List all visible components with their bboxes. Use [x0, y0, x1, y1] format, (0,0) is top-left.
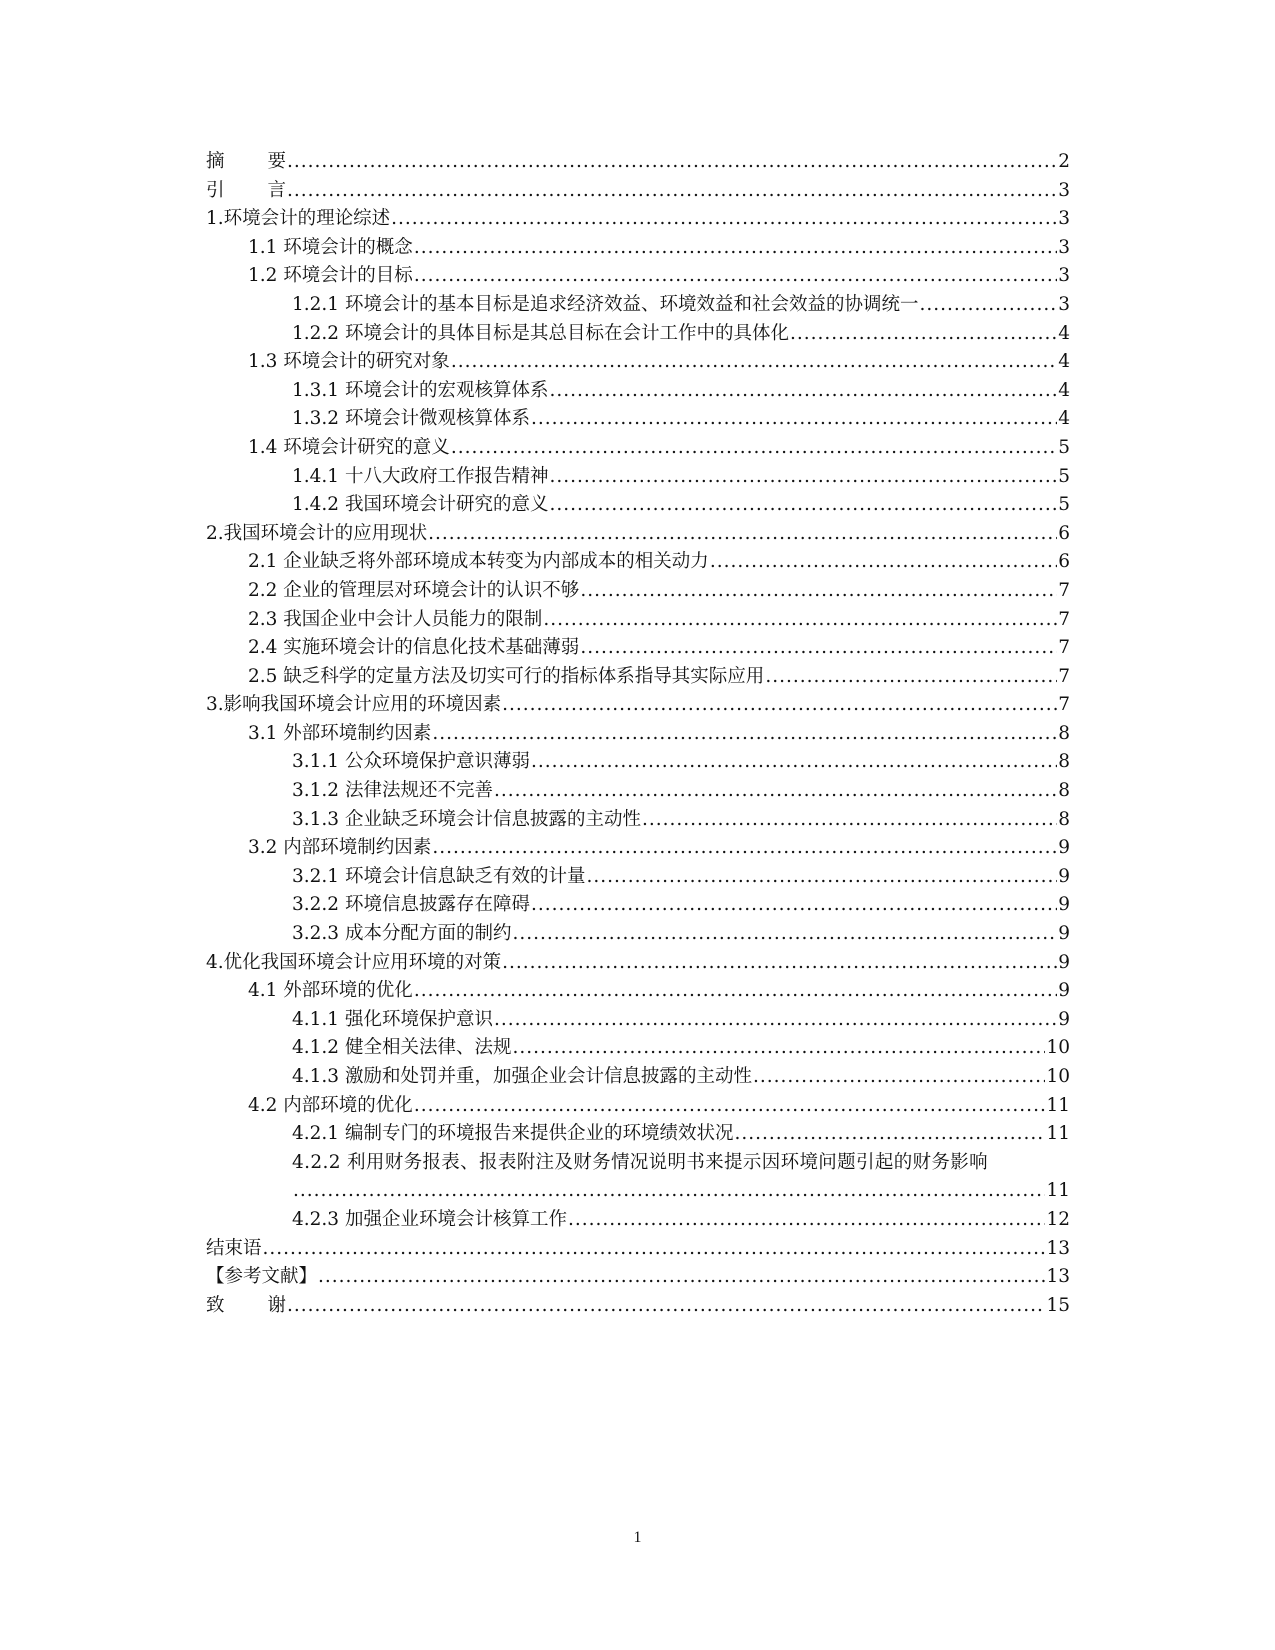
toc-dot-leader	[765, 663, 1057, 692]
toc-entry[interactable]	[206, 520, 1070, 549]
toc-entry-page: 4	[1058, 322, 1070, 344]
toc-dot-leader	[531, 405, 1057, 434]
toc-entry-title: 1.2 环境会计的目标	[248, 265, 413, 287]
toc-entry[interactable]	[206, 777, 1070, 806]
toc-entry[interactable]	[206, 577, 1070, 606]
toc-dot-leader	[414, 977, 1057, 1006]
toc-entry-title: 3.1 外部环境制约因素	[248, 722, 432, 744]
toc-entry-page: 7	[1058, 608, 1070, 630]
toc-dot-leader	[549, 491, 1057, 520]
toc-entry-page: 10	[1046, 1037, 1070, 1059]
toc-entry-page: 3	[1058, 208, 1070, 230]
toc-entry-title: 3.2.1 环境会计信息缺乏有效的计量	[292, 865, 586, 887]
toc-entry-page: 9	[1058, 1008, 1070, 1030]
page-number: 1	[633, 1529, 642, 1546]
toc-entry-page: 9	[1058, 894, 1070, 916]
toc-entry[interactable]	[206, 834, 1070, 863]
toc-entry-title: 3.1.1 公众环境保护意识薄弱	[292, 751, 530, 773]
toc-dot-leader	[287, 1292, 1045, 1321]
toc-entry-page: 7	[1058, 579, 1070, 601]
toc-dot-leader	[549, 463, 1057, 492]
toc-entry-page: 9	[1058, 951, 1070, 973]
toc-dot-leader	[451, 348, 1057, 377]
toc-entry-page: 4	[1058, 351, 1070, 373]
toc-entry-page: 3	[1058, 236, 1070, 258]
toc-entry[interactable]	[206, 634, 1070, 663]
toc-entry-page: 12	[1046, 1208, 1070, 1230]
toc-dot-leader	[432, 720, 1057, 749]
toc-entry-page: 5	[1058, 436, 1070, 458]
toc-dot-leader	[580, 577, 1057, 606]
toc-entry[interactable]	[206, 491, 1070, 520]
toc-dot-leader	[586, 863, 1057, 892]
toc-entry-title: 3.2 内部环境制约因素	[248, 837, 432, 859]
toc-entry[interactable]	[206, 863, 1070, 892]
toc-dot-leader	[391, 205, 1057, 234]
toc-entry[interactable]	[206, 748, 1070, 777]
toc-entry-title: 1.1 环境会计的概念	[248, 236, 413, 258]
toc-entry-page: 6	[1058, 522, 1070, 544]
toc-dot-leader	[494, 1006, 1057, 1035]
toc-entry[interactable]	[206, 606, 1070, 635]
toc-entry-title: 2.我国环境会计的应用现状	[206, 522, 428, 544]
toc-entry-page: 3	[1058, 179, 1070, 201]
toc-entry-title: 1.3 环境会计的研究对象	[248, 351, 450, 373]
toc-entry[interactable]	[206, 148, 1070, 177]
toc-entry-page: 8	[1058, 751, 1070, 773]
toc-dot-leader	[753, 1063, 1045, 1092]
toc-dot-leader	[293, 1177, 1045, 1206]
toc-dot-leader	[414, 1092, 1046, 1121]
toc-entry-page: 15	[1046, 1294, 1070, 1316]
toc-dot-leader	[568, 1206, 1045, 1235]
toc-entry-page: 9	[1058, 865, 1070, 887]
toc-entry-page: 11	[1046, 1180, 1070, 1202]
toc-dot-leader	[502, 949, 1057, 978]
toc-entry-page: 7	[1058, 665, 1070, 687]
toc-entry-page: 3	[1058, 293, 1070, 315]
toc-entry-title: 1.4 环境会计研究的意义	[248, 436, 450, 458]
toc-entry[interactable]	[206, 234, 1070, 263]
toc-dot-leader	[790, 320, 1057, 349]
toc-entry[interactable]	[206, 691, 1070, 720]
toc-dot-leader	[414, 234, 1057, 263]
toc-entry[interactable]	[206, 1034, 1070, 1063]
toc-entry[interactable]	[206, 205, 1070, 234]
toc-entry-title: 3.影响我国环境会计应用的环境因素	[206, 694, 502, 716]
toc-entry-page: 11	[1046, 1123, 1070, 1145]
toc-entry-page: 8	[1058, 722, 1070, 744]
toc-entry-title: 1.2.1 环境会计的基本目标是追求经济效益、环境效益和社会效益的协调统一	[292, 293, 919, 315]
toc-entry[interactable]	[206, 663, 1070, 692]
toc-entry-page: 3	[1058, 265, 1070, 287]
toc-dot-leader	[502, 691, 1057, 720]
toc-entry-page: 9	[1058, 980, 1070, 1002]
toc-entry-page: 13	[1046, 1237, 1070, 1259]
toc-entry-title: 1.4.1 十八大政府工作报告精神	[292, 465, 549, 487]
toc-entry-title: 2.5 缺乏科学的定量方法及切实可行的指标体系指导其实际应用	[248, 665, 765, 687]
toc-entry-title: 4.2.1 编制专门的环境报告来提供企业的环境绩效状况	[292, 1123, 734, 1145]
toc-entry-title: 结束语	[206, 1237, 262, 1259]
toc-entry[interactable]	[206, 1263, 1070, 1292]
toc-dot-leader	[287, 148, 1057, 177]
toc-entry[interactable]	[206, 949, 1070, 978]
toc-entry-page: 11	[1046, 1094, 1070, 1116]
toc-dot-leader	[512, 1034, 1045, 1063]
toc-entry[interactable]	[206, 920, 1070, 949]
toc-entry-page: 7	[1058, 637, 1070, 659]
toc-dot-leader	[580, 634, 1057, 663]
toc-entry[interactable]	[206, 977, 1070, 1006]
toc-entry[interactable]	[206, 1292, 1070, 1321]
toc-entry[interactable]	[206, 320, 1070, 349]
toc-entry[interactable]	[206, 1206, 1070, 1235]
toc-entry-page: 13	[1046, 1266, 1070, 1288]
toc-entry[interactable]	[206, 377, 1070, 406]
toc-entry-title: 3.1.3 企业缺乏环境会计信息披露的主动性	[292, 808, 641, 830]
toc-entry-title: 1.2.2 环境会计的具体目标是其总目标在会计工作中的具体化	[292, 322, 789, 344]
toc-entry-title: 4.1.2 健全相关法律、法规	[292, 1037, 512, 1059]
toc-entry[interactable]	[206, 1092, 1070, 1121]
toc-entry[interactable]	[206, 463, 1070, 492]
toc-entry-title: 3.2.2 环境信息披露存在障碍	[292, 894, 530, 916]
toc-entry-title: 4.1.3 激励和处罚并重，加强企业会计信息披露的主动性	[292, 1066, 752, 1087]
toc-entry-title: 1.3.2 环境会计微观核算体系	[292, 408, 530, 430]
table-of-contents	[206, 148, 1070, 1320]
toc-entry-title: 4.2.3 加强企业环境会计核算工作	[292, 1208, 567, 1230]
toc-dot-leader	[919, 291, 1057, 320]
toc-entry-title: 1.4.2 我国环境会计研究的意义	[292, 494, 549, 516]
toc-entry-page: 4	[1058, 379, 1070, 401]
toc-entry-page: 2	[1058, 151, 1070, 172]
toc-entry-title: 2.1 企业缺乏将外部环境成本转变为内部成本的相关动力	[248, 551, 709, 573]
toc-dot-leader	[734, 1120, 1045, 1149]
toc-entry-title: 3.1.2 法律法规还不完善	[292, 780, 493, 802]
toc-entry-title: 【参考文献】	[206, 1266, 318, 1288]
toc-dot-leader	[451, 434, 1057, 463]
toc-entry-title: 2.4 实施环境会计的信息化技术基础薄弱	[248, 637, 580, 659]
toc-entry[interactable]	[206, 291, 1070, 320]
toc-entry-page: 4	[1058, 408, 1070, 430]
toc-entry[interactable]	[206, 548, 1070, 577]
toc-entry-title: 4.1.1 强化环境保护意识	[292, 1008, 493, 1030]
toc-dot-leader	[263, 1235, 1046, 1264]
toc-entry-page: 8	[1058, 780, 1070, 802]
toc-dot-leader	[494, 777, 1057, 806]
toc-entry-title: 4.2.2 利用财务报表、报表附注及财务情况说明书来提示因环境问题引起的财务影响	[292, 1151, 988, 1173]
toc-dot-leader	[512, 920, 1057, 949]
toc-entry-page: 7	[1058, 694, 1070, 716]
toc-entry-title: 2.2 企业的管理层对环境会计的认识不够	[248, 579, 580, 601]
toc-entry-title: 1.环境会计的理论综述	[206, 208, 391, 230]
toc-entry[interactable]	[206, 806, 1070, 835]
toc-dot-leader	[414, 262, 1057, 291]
toc-entry-page: 5	[1058, 494, 1070, 516]
toc-entry[interactable]	[206, 1063, 1070, 1092]
toc-dot-leader	[531, 891, 1057, 920]
toc-entry-title: 4.优化我国环境会计应用环境的对策	[206, 951, 502, 973]
toc-dot-leader	[432, 834, 1057, 863]
toc-entry-title: 致谢	[206, 1294, 330, 1316]
toc-dot-leader	[287, 177, 1057, 206]
toc-dot-leader	[318, 1263, 1045, 1292]
toc-entry-title: 引言	[206, 179, 330, 201]
toc-dot-leader	[428, 520, 1057, 549]
toc-entry[interactable]	[206, 434, 1070, 463]
toc-entry[interactable]	[206, 891, 1070, 920]
toc-entry[interactable]	[206, 405, 1070, 434]
toc-entry-title: 4.1 外部环境的优化	[248, 980, 413, 1002]
toc-entry-title: 2.3 我国企业中会计人员能力的限制	[248, 608, 543, 630]
toc-entry-title: 摘要	[206, 151, 330, 172]
toc-entry-page: 8	[1058, 808, 1070, 830]
toc-entry-page: 6	[1058, 551, 1070, 573]
toc-entry[interactable]	[206, 177, 1070, 206]
toc-entry[interactable]	[206, 262, 1070, 291]
toc-dot-leader	[710, 548, 1057, 577]
toc-dot-leader	[531, 748, 1057, 777]
toc-entry-page: 10	[1046, 1066, 1070, 1087]
toc-entry[interactable]	[206, 720, 1070, 749]
toc-entry-title: 3.2.3 成本分配方面的制约	[292, 923, 512, 945]
toc-dot-leader	[543, 606, 1057, 635]
toc-entry-page: 5	[1058, 465, 1070, 487]
toc-entry[interactable]	[206, 1149, 1070, 1206]
toc-entry[interactable]	[206, 348, 1070, 377]
toc-entry-title: 4.2 内部环境的优化	[248, 1094, 413, 1116]
toc-entry[interactable]	[206, 1120, 1070, 1149]
toc-entry-page: 9	[1058, 837, 1070, 859]
toc-dot-leader	[642, 806, 1057, 835]
toc-entry-page: 9	[1058, 923, 1070, 945]
toc-dot-leader	[549, 377, 1057, 406]
toc-entry[interactable]	[206, 1235, 1070, 1264]
toc-entry-title: 1.3.1 环境会计的宏观核算体系	[292, 379, 549, 401]
toc-entry[interactable]	[206, 1006, 1070, 1035]
